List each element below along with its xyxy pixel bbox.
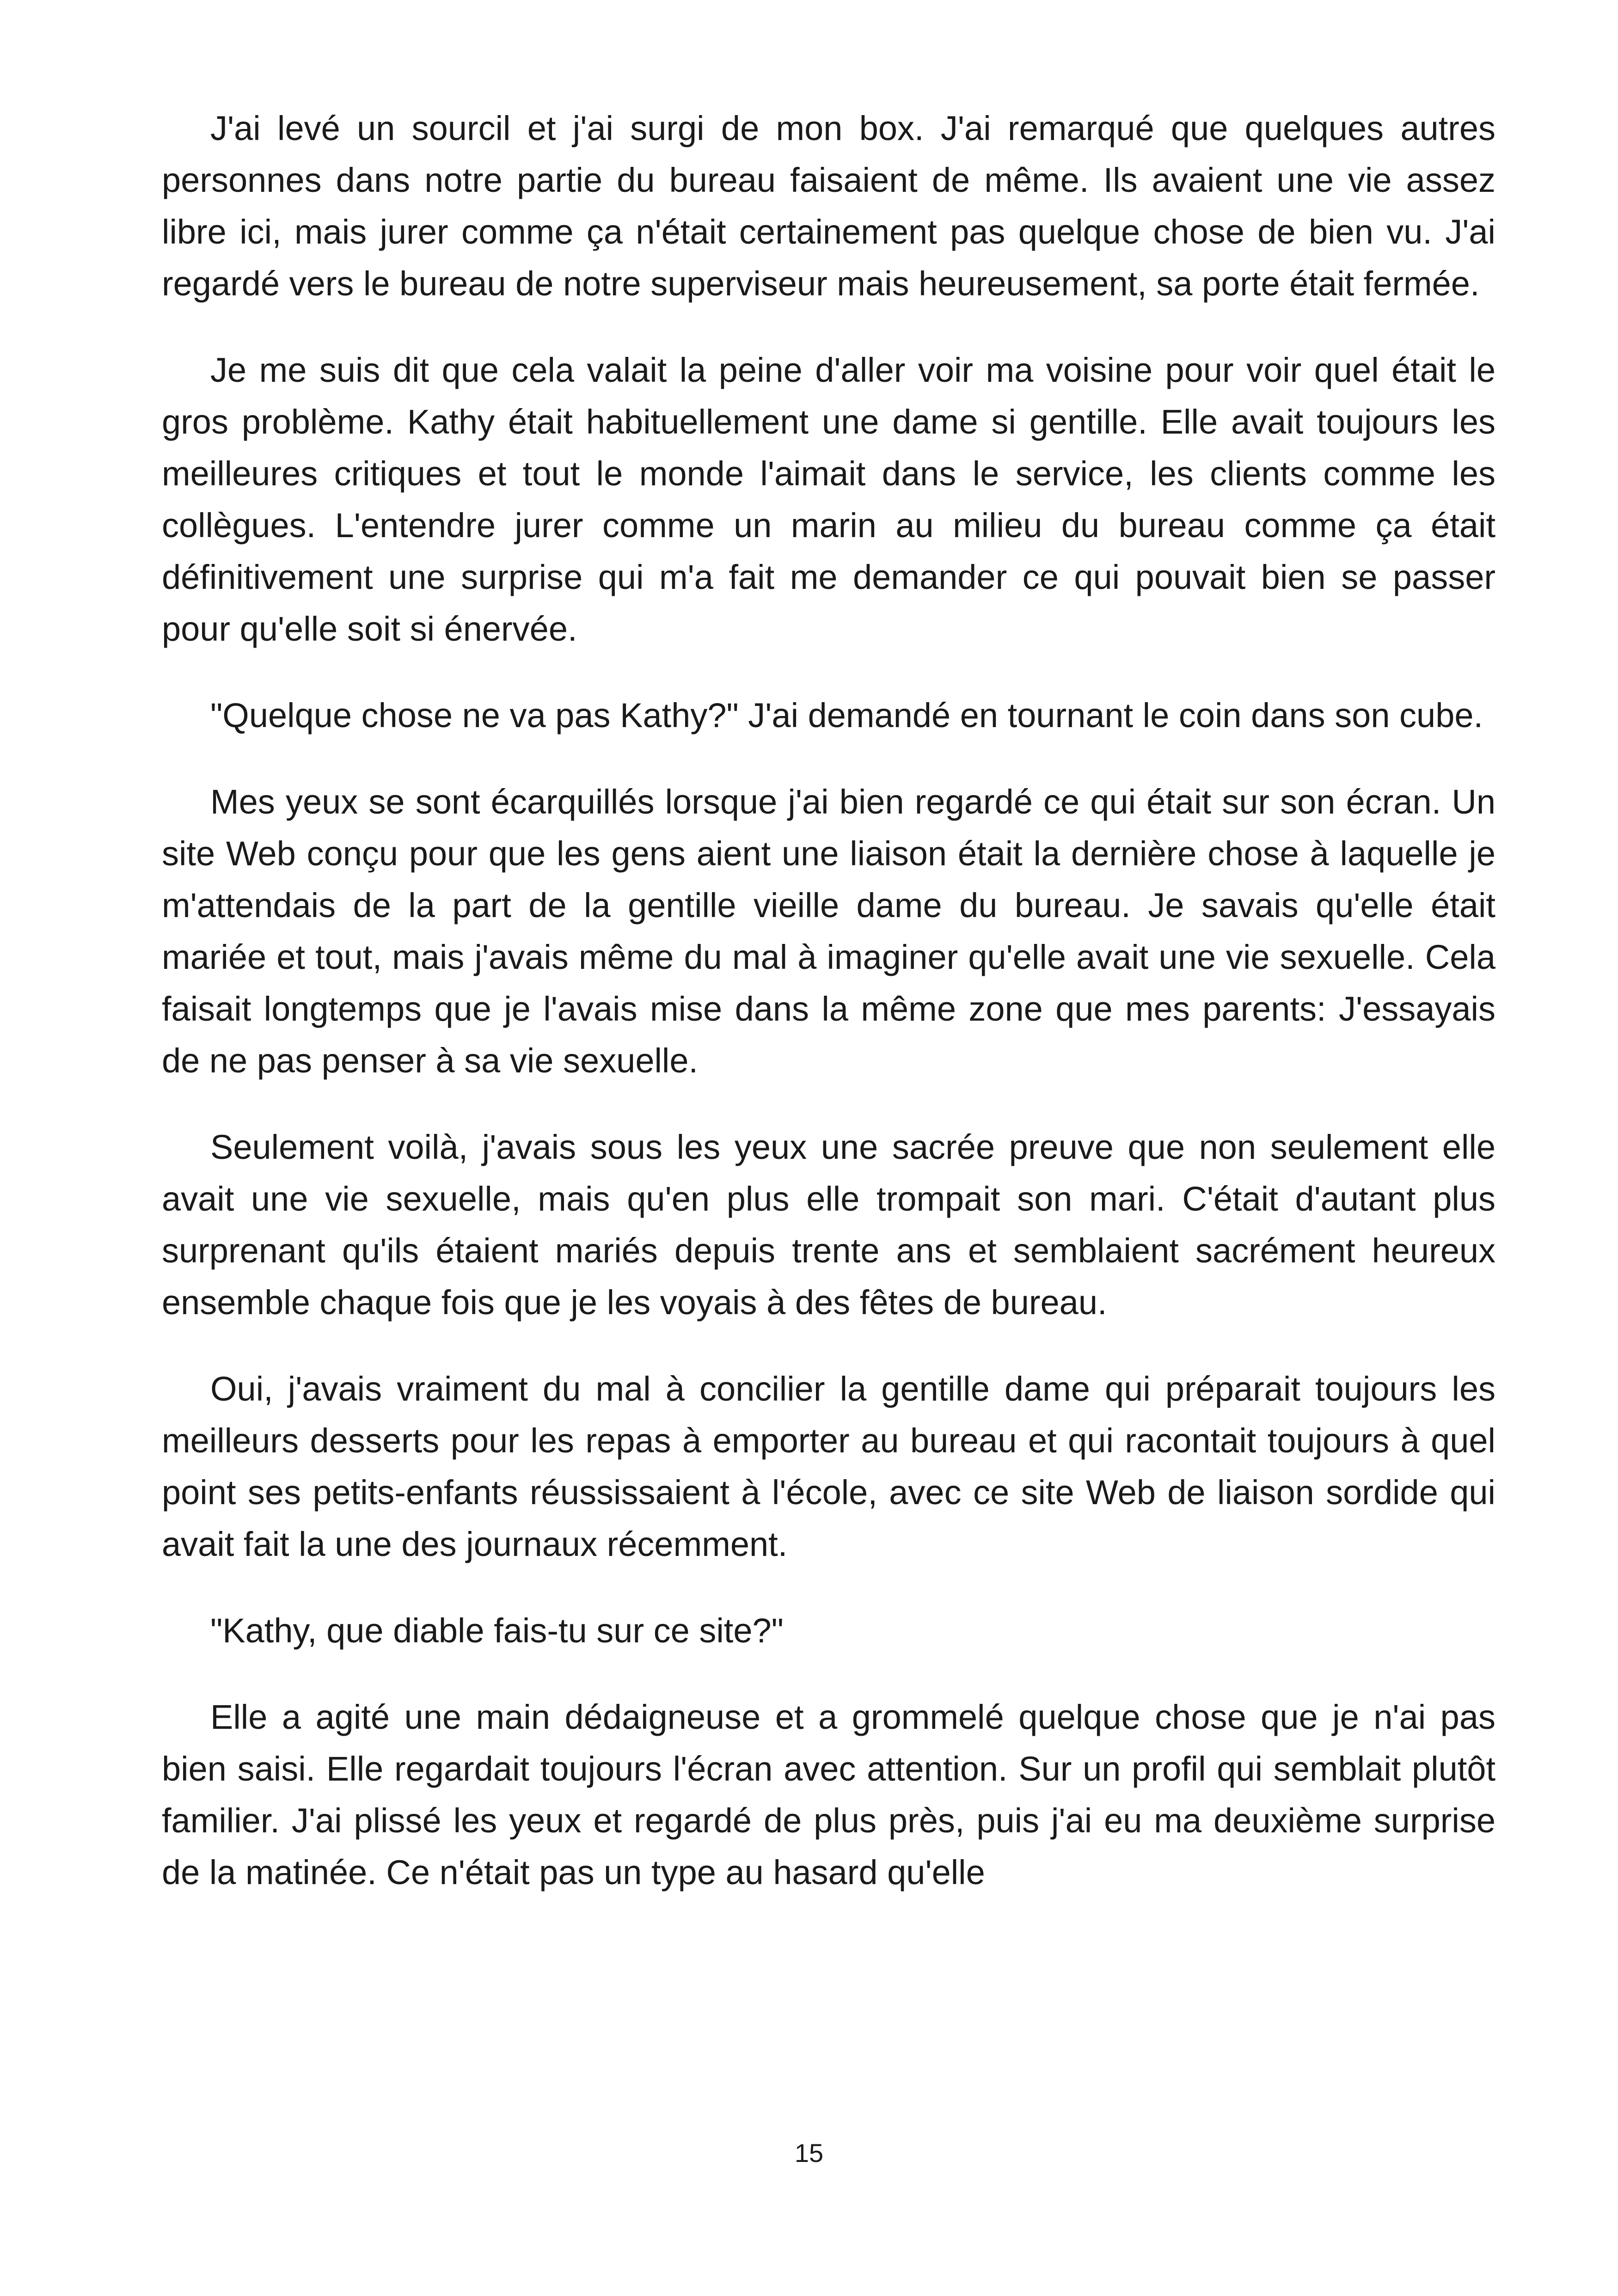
page-number: 15 bbox=[794, 2138, 824, 2167]
paragraph: J'ai levé un sourcil et j'ai surgi de mon box. J'ai remarqué que quelques autres personnes dans notre partie du bureau faisaient de même. Ils avaient une vie assez libre ici, mais jurer comme ça n'était certainement pas quelque chose de bien vu. J'ai regardé vers le bureau de notre superviseur mais heureusement, sa porte était fermée. bbox=[162, 109, 1495, 303]
paragraph: Elle a agité une main dédaigneuse et a grommelé quelque chose que je n'ai pas bien saisi. Elle regardait toujours l'écran avec attention. Sur un profil qui semblait plutôt familier. J'ai plissé les yeux et regardé de plus près, puis j'ai eu ma deuxième surprise de la matinée. Ce n'était pas un type au hasard qu'elle bbox=[162, 1698, 1495, 1892]
paragraph: Oui, j'avais vraiment du mal à concilier la gentille dame qui préparait toujours les meilleurs desserts pour les repas à emporter au bureau et qui racontait toujours à quel point ses petits-enfants réussissaient à l'école, avec ce site Web de liaison sordide qui avait fait la une des journaux récemment. bbox=[162, 1370, 1495, 1563]
paragraph: Mes yeux se sont écarquillés lorsque j'ai bien regardé ce qui était sur son écran. Un site Web conçu pour que les gens aient une liaison était la dernière chose à laquelle je m'attendais de la part de la gentille vieille dame du bureau. Je savais qu'elle était mariée et tout, mais j'avais même du mal à imaginer qu'elle avait une vie sexuelle. Cela faisait longtemps que je l'avais mise dans la même zone que mes parents: J'essayais de ne pas penser à sa vie sexuelle. bbox=[162, 783, 1495, 1080]
paragraph: Je me suis dit que cela valait la peine d'aller voir ma voisine pour voir quel était le gros problème. Kathy était habituellement une dame si gentille. Elle avait toujours les meilleures critiques et tout le monde l'aimait dans le service, les clients comme les collègues. L'entendre jurer comme un marin au milieu du bureau comme ça était définitivement une surprise qui m'a fait me demander ce qui pouvait bien se passer pour qu'elle soit si énervée. bbox=[162, 351, 1495, 648]
paragraph: "Kathy, que diable fais-tu sur ce site?" bbox=[210, 1611, 784, 1650]
paragraph: "Quelque chose ne va pas Kathy?" J'ai demandé en tournant le coin dans son cube. bbox=[210, 696, 1483, 735]
paragraph: Seulement voilà, j'avais sous les yeux une sacrée preuve que non seulement elle avait une vie sexuelle, mais qu'en plus elle trompait son mari. C'était d'autant plus surprenant qu'ils étaient mariés depuis trente ans et semblaient sacrément heureux ensemble chaque fois que je les voyais à des fêtes de bureau. bbox=[162, 1128, 1495, 1322]
body-text bbox=[162, 103, 1495, 1933]
